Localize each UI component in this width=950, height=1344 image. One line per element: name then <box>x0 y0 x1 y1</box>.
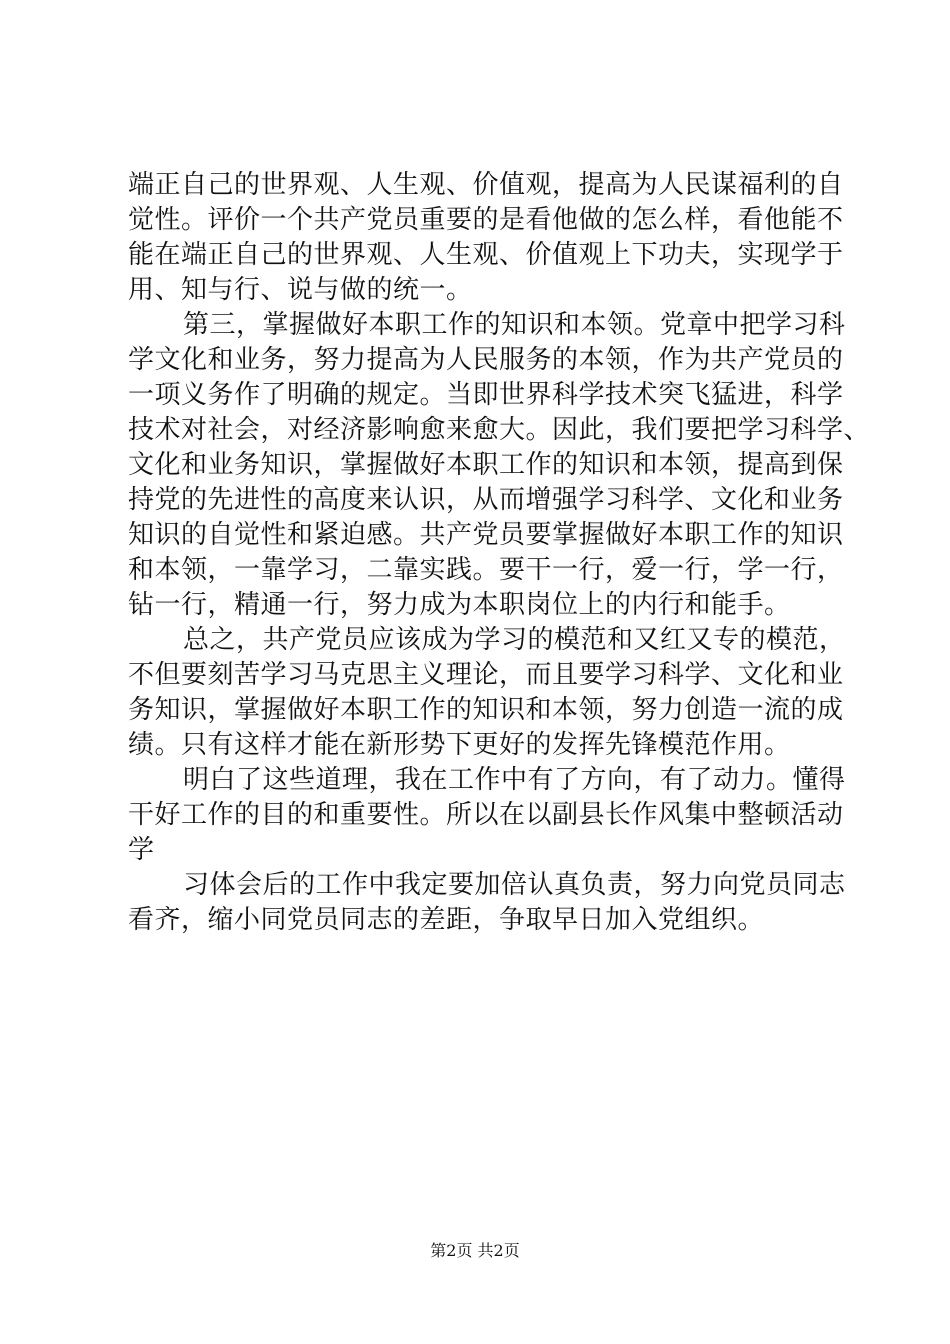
paragraph-start-line: 明白了这些道理，我在工作中有了方向，有了动力。懂得 <box>183 765 846 795</box>
text-line: 绩。只有这样才能在新形势下更好的发挥先锋模范作用。 <box>128 730 791 760</box>
document-body <box>128 168 871 938</box>
text-line: 技术对社会，对经济影响愈来愈大。因此，我们要把学习科学、 <box>128 415 871 445</box>
text-line: 看齐，缩小同党员同志的差距，争取早日加入党组织。 <box>128 905 765 935</box>
text-line: 觉性。评价一个共产党员重要的是看他做的怎么样，看他能不 <box>128 205 844 235</box>
text-line: 学 <box>128 835 155 865</box>
text-line: 干好工作的目的和重要性。所以在以副县长作风集中整顿活动 <box>128 800 844 830</box>
text-line: 务知识，掌握做好本职工作的知识和本领，努力创造一流的成 <box>128 695 844 725</box>
paragraph-start-line: 第三，掌握做好本职工作的知识和本领。党章中把学习科 <box>183 310 846 340</box>
paragraph-start-line: 习体会后的工作中我定要加倍认真负责，努力向党员同志 <box>183 870 846 900</box>
text-line: 用、知与行、说与做的统一。 <box>128 275 473 305</box>
paragraph-start-line: 总之，共产党员应该成为学习的模范和又红又专的模范， <box>183 625 846 655</box>
text-line: 钻一行，精通一行，努力成为本职岗位上的内行和能手。 <box>128 590 791 620</box>
text-line: 持党的先进性的高度来认识，从而增强学习科学、文化和业务 <box>128 485 844 515</box>
text-line: 端正自己的世界观、人生观、价值观，提高为人民谋福利的自 <box>128 170 844 200</box>
text-line: 文化和业务知识，掌握做好本职工作的知识和本领，提高到保 <box>128 450 844 480</box>
text-line: 一项义务作了明确的规定。当即世界科学技术突飞猛进，科学 <box>128 380 844 410</box>
text-line: 不但要刻苦学习马克思主义理论，而且要学习科学、文化和业 <box>128 660 844 690</box>
text-line: 和本领，一靠学习，二靠实践。要干一行，爱一行，学一行， <box>128 555 844 585</box>
text-line: 能在端正自己的世界观、人生观、价值观上下功夫，实现学于 <box>128 240 844 270</box>
page-number-footer: 第2页 共2页 <box>430 1241 520 1260</box>
text-line: 学文化和业务，努力提高为人民服务的本领，作为共产党员的 <box>128 345 844 375</box>
text-line: 知识的自觉性和紧迫感。共产党员要掌握做好本职工作的知识 <box>128 520 844 550</box>
